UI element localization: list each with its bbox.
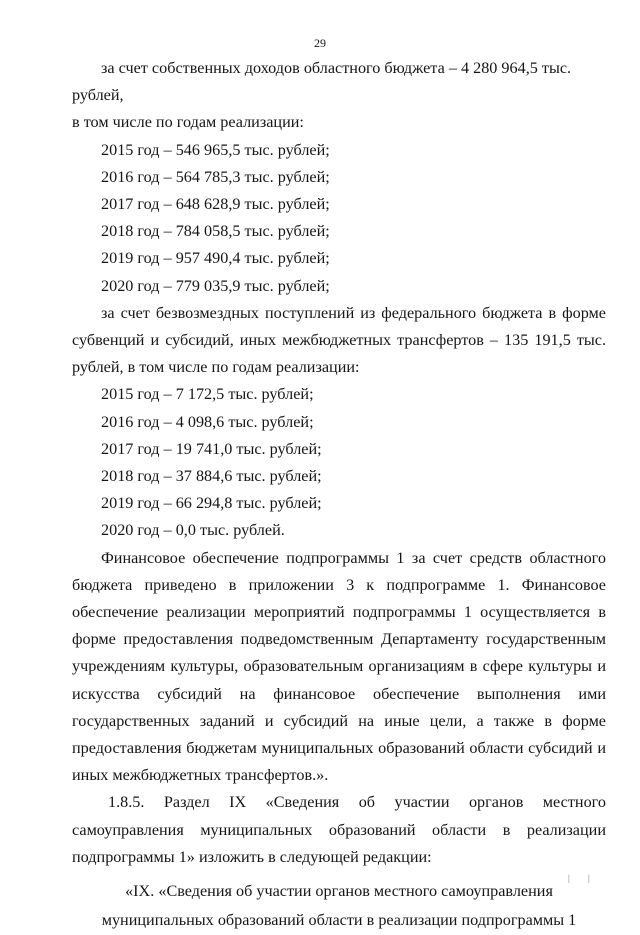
own-revenue-intro-line-2: в том числе по годам реализации: — [72, 113, 304, 132]
financing-paragraph: Финансовое обеспечение подпрограммы 1 за счет средств областного бюджета приведено в приложении 3 к подпрограмме 1. Финансовое обеспечение реализации мероприятий подпрограммы 1 осуществляется в форме предоставления подведомственным Департаменту государственным учреждениям культуры, образовательным организациям в сфере культуры и искусства субсидий на финансовое обеспечение выполнения ими государственных заданий и субсидий на иные цели, а также в форме предоставления бюджетам муниципальных образований области субсидий и иных межбюджетных трансфертов.». — [72, 548, 606, 785]
footer-marks: | | — [568, 873, 598, 883]
page-number: 29 — [314, 36, 326, 50]
federal-transfers-year-2015: 2015 год – 7 172,5 тыс. рублей; — [101, 385, 314, 404]
own-revenue-year-2020: 2020 год – 779 035,9 тыс. рублей; — [101, 276, 330, 295]
federal-transfers-year-2019: 2019 год – 66 294,8 тыс. рублей; — [101, 494, 322, 513]
federal-transfers-intro: за счет безвозмездных поступлений из федерального бюджета в форме субвенций и субсидий, иных межбюджетных трансфертов – 135 191,5 тыс. рублей, в том числе по годам реализации: — [72, 303, 606, 377]
own-revenue-year-2018: 2018 год – 784 058,5 тыс. рублей; — [101, 222, 330, 241]
federal-transfers-year-2017: 2017 год – 19 741,0 тыс. рублей; — [101, 439, 322, 458]
clause-paragraph: 1.8.5. Раздел IX «Сведения об участии органов местного самоуправления муниципальных образований области в реализации подпрограммы 1» изложить в следующей редакции: — [72, 793, 606, 866]
own-revenue-year-2016: 2016 год – 564 785,3 тыс. рублей; — [101, 167, 330, 186]
section-title — [72, 877, 606, 935]
section-title-line-1: «IX. «Сведения об участии органов местного самоуправления — [125, 882, 553, 901]
section-title-line-2: муниципальных образований области в реализации подпрограммы 1 — [101, 911, 577, 930]
federal-transfers-year-2020: 2020 год – 0,0 тыс. рублей. — [101, 521, 285, 540]
own-revenue-year-2015: 2015 год – 546 965,5 тыс. рублей; — [101, 140, 330, 159]
federal-transfers-year-2016: 2016 год – 4 098,6 тыс. рублей; — [101, 412, 314, 431]
federal-transfers-year-2018: 2018 год – 37 884,6 тыс. рублей; — [101, 467, 322, 486]
document-body — [72, 55, 606, 935]
own-revenue-year-2019: 2019 год – 957 490,4 тыс. рублей; — [101, 249, 330, 268]
own-revenue-intro-line-1: за счет собственных доходов областного бюджета – 4 280 964,5 тыс. рублей, — [72, 59, 572, 105]
own-revenue-year-2017: 2017 год – 648 628,9 тыс. рублей; — [101, 195, 330, 214]
